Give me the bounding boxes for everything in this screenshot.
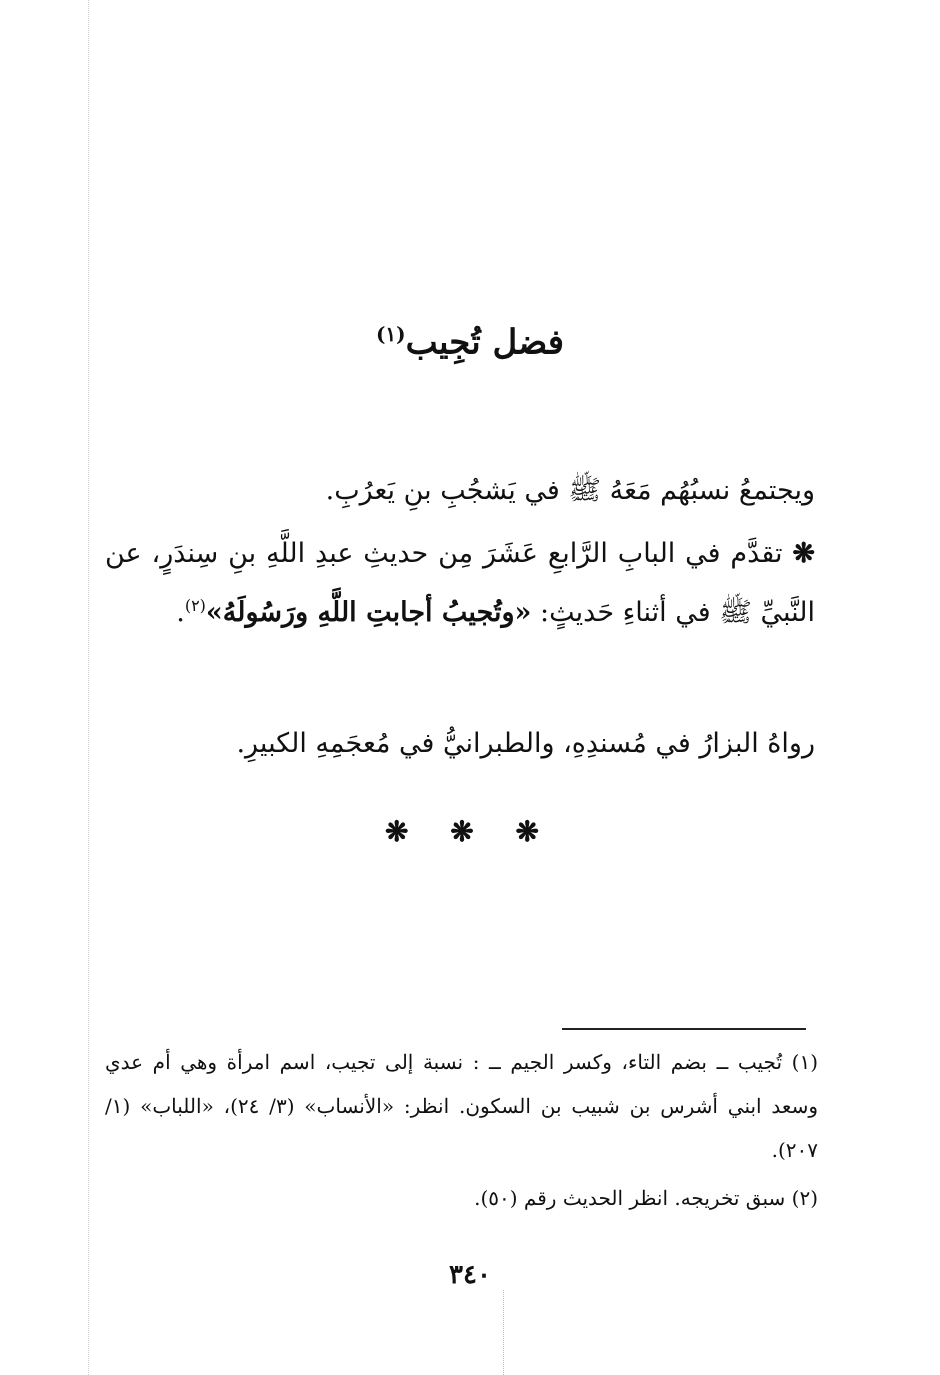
footnote-2-text: سبق تخريجه. انظر الحديث رقم (٥٠). [474, 1186, 786, 1210]
section-separator: ❋ ❋ ❋ [385, 815, 555, 848]
footnote-1 [105, 1040, 818, 1172]
hadith-footnote-ref: (٢) [184, 596, 206, 615]
page-number: ٣٤٠ [449, 1260, 491, 1290]
paragraph-hadith-text: تقدَّم في البابِ الرَّابعِ عَشَرَ مِن حديثِ عبدِ اللَّهِ بنِ سِندَرٍ، عن النَّبيِّ ﷺ في أثناءِ حَديثٍ: [105, 538, 815, 628]
footnote-1-text: تُجيب ــ بضم التاء، وكسر الجيم ــ : نسبة إلى تجيب، اسم امرأة وهي أم عدي وسعد ابني أشرس بن شبيب بن السكون. انظر: «الأنساب» (٣/ ٢٤)، «اللباب» (١/ ٢٠٧). [105, 1050, 818, 1162]
footnote-2 [105, 1176, 818, 1220]
scan-margin-line [88, 0, 89, 1375]
section-title: فضل تُجِيب [405, 322, 565, 363]
footnote-2-number: (٢) [791, 1186, 818, 1210]
footnote-1-number: (١) [791, 1050, 819, 1074]
paragraph-hadith [105, 528, 815, 639]
section-heading [300, 322, 640, 362]
footnotes [105, 1040, 818, 1224]
paragraph-lineage-text: ويجتمعُ نسبُهُم مَعَهُ ﷺ في يَشجُبِ بنِ يَعرُبِ. [325, 475, 815, 506]
paragraph-source [105, 718, 815, 770]
hadith-end: . [176, 597, 185, 628]
scan-gutter-line [503, 1290, 504, 1375]
footnote-divider [562, 1028, 806, 1030]
heading-footnote-ref: (١) [375, 322, 406, 346]
hadith-quote: «وتُجيبُ أجابتِ اللَّهِ ورَسُولَهُ» [205, 597, 532, 628]
paragraph-lineage [105, 465, 815, 517]
paragraph-source-text: رواهُ البزارُ في مُسندِهِ، والطبرانيُّ في مُعجَمِهِ الكبيرِ. [236, 728, 815, 759]
asterism-icon: ❋ [792, 538, 815, 569]
